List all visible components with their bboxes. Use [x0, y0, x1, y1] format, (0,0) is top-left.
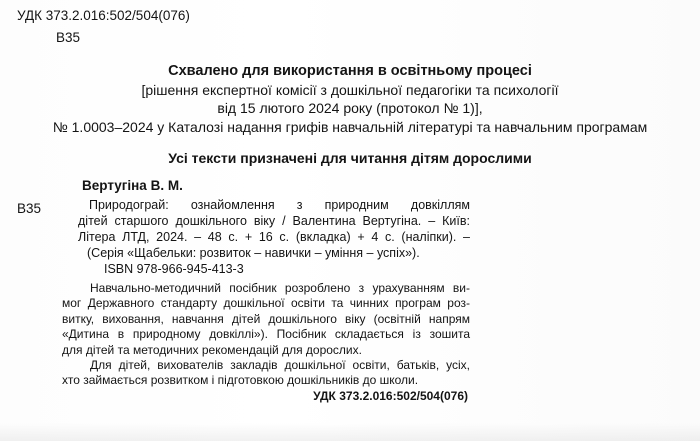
approval-line: № 1.0003–2024 у Каталозі надання грифів навчальній літературі та навчальним програмам [52, 118, 648, 135]
approval-block [0, 62, 700, 136]
biblio-line: Природограй: ознайомлення з природним довкіллям [89, 198, 470, 212]
page-edge-shadow [0, 423, 700, 441]
annotation-line: Навчально-методичний посібник розроблено з урахуванням ви- [90, 281, 470, 295]
udk-code: УДК 373.2.016:502/504(076) [17, 8, 190, 23]
reading-note: Усі тексти призначені для читання дітям дорослими [168, 150, 532, 166]
annotation [62, 281, 470, 389]
approval-line: від 15 лютого 2024 року (протокол № 1)], [217, 100, 483, 116]
annotation-line: Для дітей, вихователів закладів дошкільної освіти, батьків, усіх, [90, 358, 470, 373]
author-name: Вертугіна В. М. [82, 178, 183, 193]
biblio-line: (Серія «Щабельки: розвиток – навички – уміння – успіх»). [87, 246, 420, 260]
annotation-line: витку, виховання, навчання дітей дошкільного віку (освітній напрям [62, 311, 470, 326]
catalog-bbk: В35 [17, 201, 42, 216]
udk-code-footer: УДК 373.2.016:502/504(076) [313, 389, 468, 403]
biblio-line: дітей старшого дошкільного віку / Валентина Вертугіна. – Київ: [78, 214, 470, 228]
annotation-line: для дітей та методичних рекомендацій для дорослих. [62, 342, 362, 357]
approval-heading: Схвалено для використання в освітньому процесі [168, 63, 532, 79]
approval-line: [рішення експертної комісії з дошкільної педагогіки та психології [141, 81, 559, 98]
isbn: ISBN 978-966-945-413-3 [104, 262, 244, 276]
annotation-line: «Дитина в природному довкіллі»). Посібник складається із зошита [62, 327, 470, 342]
biblio-line: Літера ЛТД, 2024. – 48 с. + 16 с. (вкладка) + 4 с. (наліпки). – [78, 230, 470, 244]
annotation-line: мог Державного стандарту дошкільної освіти та чинних програм роз- [62, 296, 470, 311]
annotation-line: хто займається розвитком і підготовкою дошкільників до школи. [62, 373, 419, 388]
bibliographic-description [78, 197, 470, 261]
bbk-code: В35 [56, 30, 81, 45]
